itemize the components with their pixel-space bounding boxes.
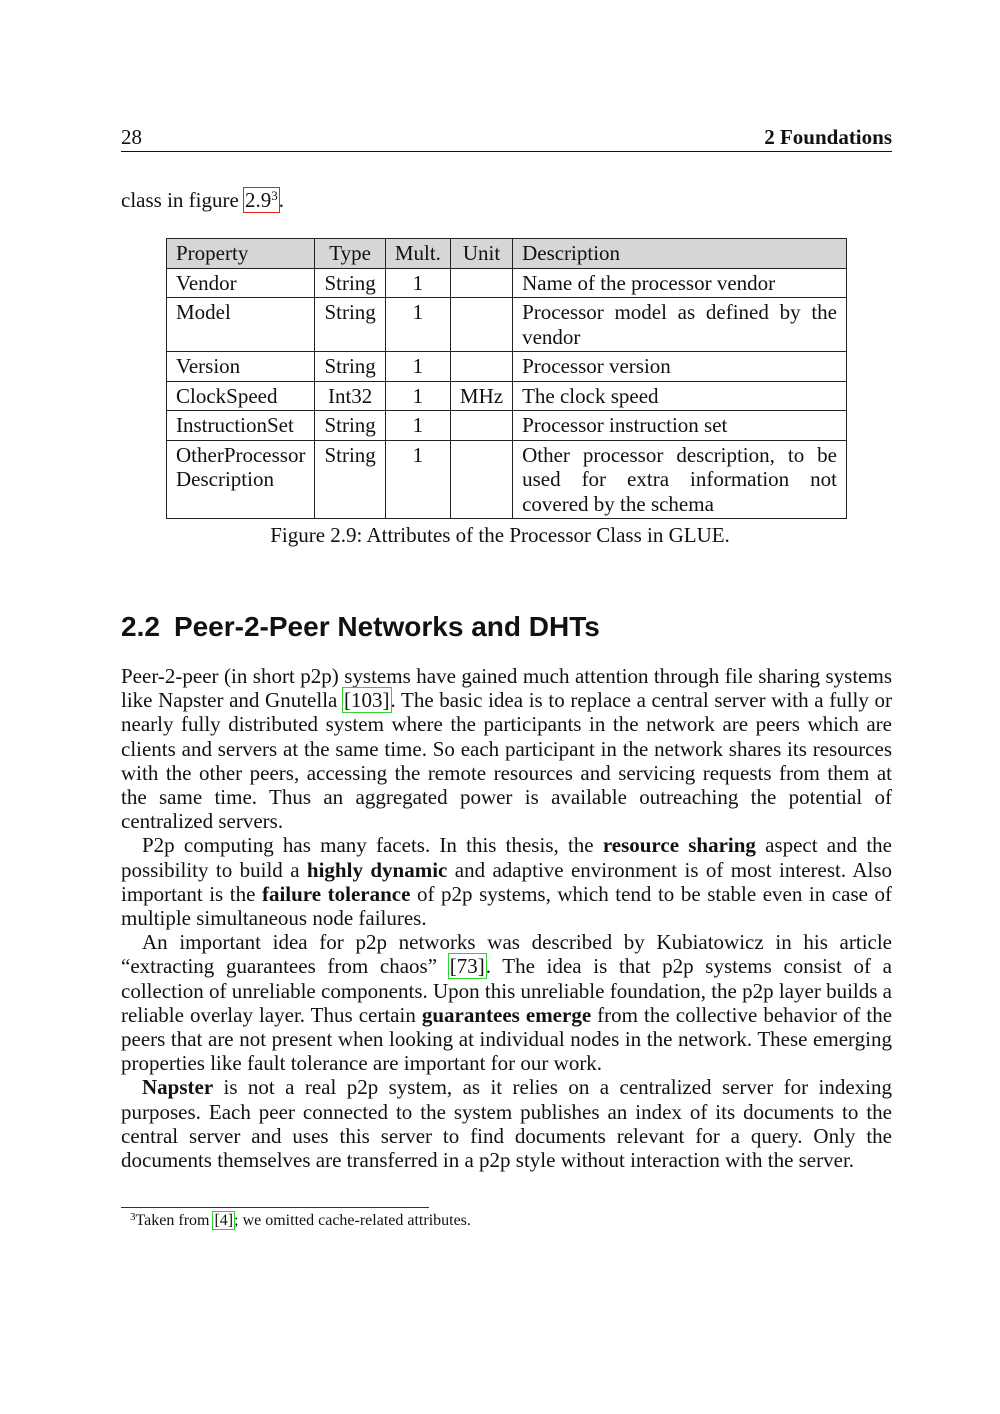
text-run: is not a real p2p system, as it relies on a centralized server for indexing purposes. Each peer connected to the system publishes an index of its documents to the central server and uses this server to find documents relevant for a query. Only the documents themselves are transferred in a p2p style without interaction with the server. xyxy=(121,1075,892,1173)
cell-mult: 1 xyxy=(385,268,450,298)
cell-type: String xyxy=(315,411,385,441)
cell-description: Processor version xyxy=(513,352,847,382)
table-row xyxy=(167,268,847,298)
section-heading xyxy=(121,609,600,645)
section-title: Peer-2-Peer Networks and DHTs xyxy=(173,611,600,642)
footnote-number: 3 xyxy=(130,1211,136,1223)
cell-property-line1: OtherProcessor xyxy=(176,442,306,467)
cell-type: Int32 xyxy=(315,381,385,411)
header-description: Description xyxy=(513,239,847,269)
paragraph xyxy=(121,1075,892,1172)
chapter-title: 2 Foundations xyxy=(764,125,892,149)
text-run: from the collective behavior of the peers that are not present when looking at individual nodes in the network. These emerging properties like fault tolerance are important for our work. xyxy=(121,1002,893,1076)
cell-property: InstructionSet xyxy=(167,411,315,441)
text-run: aspect and the possibility to build a xyxy=(121,833,892,882)
cell-description: Processor model as defined by the vendor xyxy=(513,298,847,352)
paragraph xyxy=(121,930,892,1075)
citation-link[interactable]: [73] xyxy=(449,954,485,979)
header-rule xyxy=(121,151,892,152)
footnote-mark[interactable]: 3 xyxy=(271,188,278,203)
paragraph xyxy=(121,664,892,833)
bold-term: Napster xyxy=(142,1075,214,1100)
cell-mult: 1 xyxy=(385,440,450,519)
text-run: ; we omitted cache-related attributes. xyxy=(234,1212,471,1229)
lead-line xyxy=(121,187,284,213)
cell-mult: 1 xyxy=(385,298,450,352)
text-run: Taken from xyxy=(135,1212,214,1229)
cell-description: Name of the processor vendor xyxy=(513,268,847,298)
header-type: Type xyxy=(315,239,385,269)
cell-description: The clock speed xyxy=(513,381,847,411)
table-row xyxy=(167,440,847,519)
text-run: and adaptive environment is of most interest. Also important is the xyxy=(121,857,892,906)
cell-property xyxy=(167,440,315,519)
bold-term: resource sharing xyxy=(602,833,756,858)
cell-mult: 1 xyxy=(385,352,450,382)
cell-description: Other processor description, to be used for extra information not covered by the schema xyxy=(513,440,847,519)
body-text xyxy=(121,664,892,1172)
cell-unit xyxy=(450,411,512,441)
cell-mult: 1 xyxy=(385,411,450,441)
attributes-table xyxy=(166,238,847,519)
cell-unit xyxy=(450,440,512,519)
cell-unit xyxy=(450,268,512,298)
table-row xyxy=(167,352,847,382)
cell-type: String xyxy=(315,440,385,519)
bold-term: guarantees emerge xyxy=(421,1002,592,1027)
citation-link[interactable]: [103] xyxy=(344,688,390,713)
text-run: . The idea is that p2p systems consist of a collection of unreliable components. Upon this unreliable foundation, the p2p layer builds a reliable overlay layer. Thus certain xyxy=(121,954,892,1027)
cell-type: String xyxy=(315,268,385,298)
header-property: Property xyxy=(167,239,315,269)
cell-property: ClockSpeed xyxy=(167,381,315,411)
bold-term: failure tolerance xyxy=(261,881,411,906)
cell-type: String xyxy=(315,298,385,352)
cell-description: Processor instruction set xyxy=(513,411,847,441)
figure-caption: Figure 2.9: Attributes of the Processor Class in GLUE. xyxy=(270,523,730,547)
cell-unit xyxy=(450,298,512,352)
paragraph xyxy=(121,833,892,930)
table-row xyxy=(167,298,847,352)
cell-type: String xyxy=(315,352,385,382)
lead-text: class in figure xyxy=(121,188,245,212)
cell-unit xyxy=(450,352,512,382)
table-row xyxy=(167,411,847,441)
bold-term: highly dynamic xyxy=(306,857,448,882)
cell-unit: MHz xyxy=(450,381,512,411)
page-number: 28 xyxy=(121,125,142,149)
table-header-row xyxy=(167,239,847,269)
citation-link[interactable]: [4] xyxy=(214,1212,234,1229)
table-row xyxy=(167,381,847,411)
text-run: Peer-2-peer (in short p2p) systems have gained much attention through file sharing systems like Napster and Gnutella xyxy=(121,664,892,713)
text-run: P2p computing has many facets. In this thesis, the xyxy=(142,833,603,858)
header-mult: Mult. xyxy=(385,239,450,269)
figure-link[interactable] xyxy=(244,188,279,212)
footnote-rule xyxy=(121,1207,429,1208)
text-run: of p2p systems, which tend to be stable even in case of multiple simultaneous node failures. xyxy=(121,881,892,931)
header-unit: Unit xyxy=(450,239,512,269)
cell-mult: 1 xyxy=(385,381,450,411)
cell-property: Version xyxy=(167,352,315,382)
cell-property: Vendor xyxy=(167,268,315,298)
text-run: . The basic idea is to replace a central server with a fully or nearly fully distributed system where the participants in the network are peers which are clients and servers at the same time. So each participant in the network shares its resources with the other peers, accessing the remote resources and servicing requests from them at the same time. Thus an aggregated power is available outreaching the potential of centralized servers. xyxy=(121,688,892,834)
lead-end: . xyxy=(278,188,285,212)
cell-property-line2: Description xyxy=(176,467,274,491)
cell-property: Model xyxy=(167,298,315,352)
footnote xyxy=(130,1211,471,1231)
figure-ref[interactable]: 2.9 xyxy=(245,188,272,212)
section-number: 2.2 xyxy=(121,611,160,642)
text-run: An important idea for p2p networks was described by Kubiatowicz in his article “extracting guarantees from chaos” xyxy=(121,930,892,979)
